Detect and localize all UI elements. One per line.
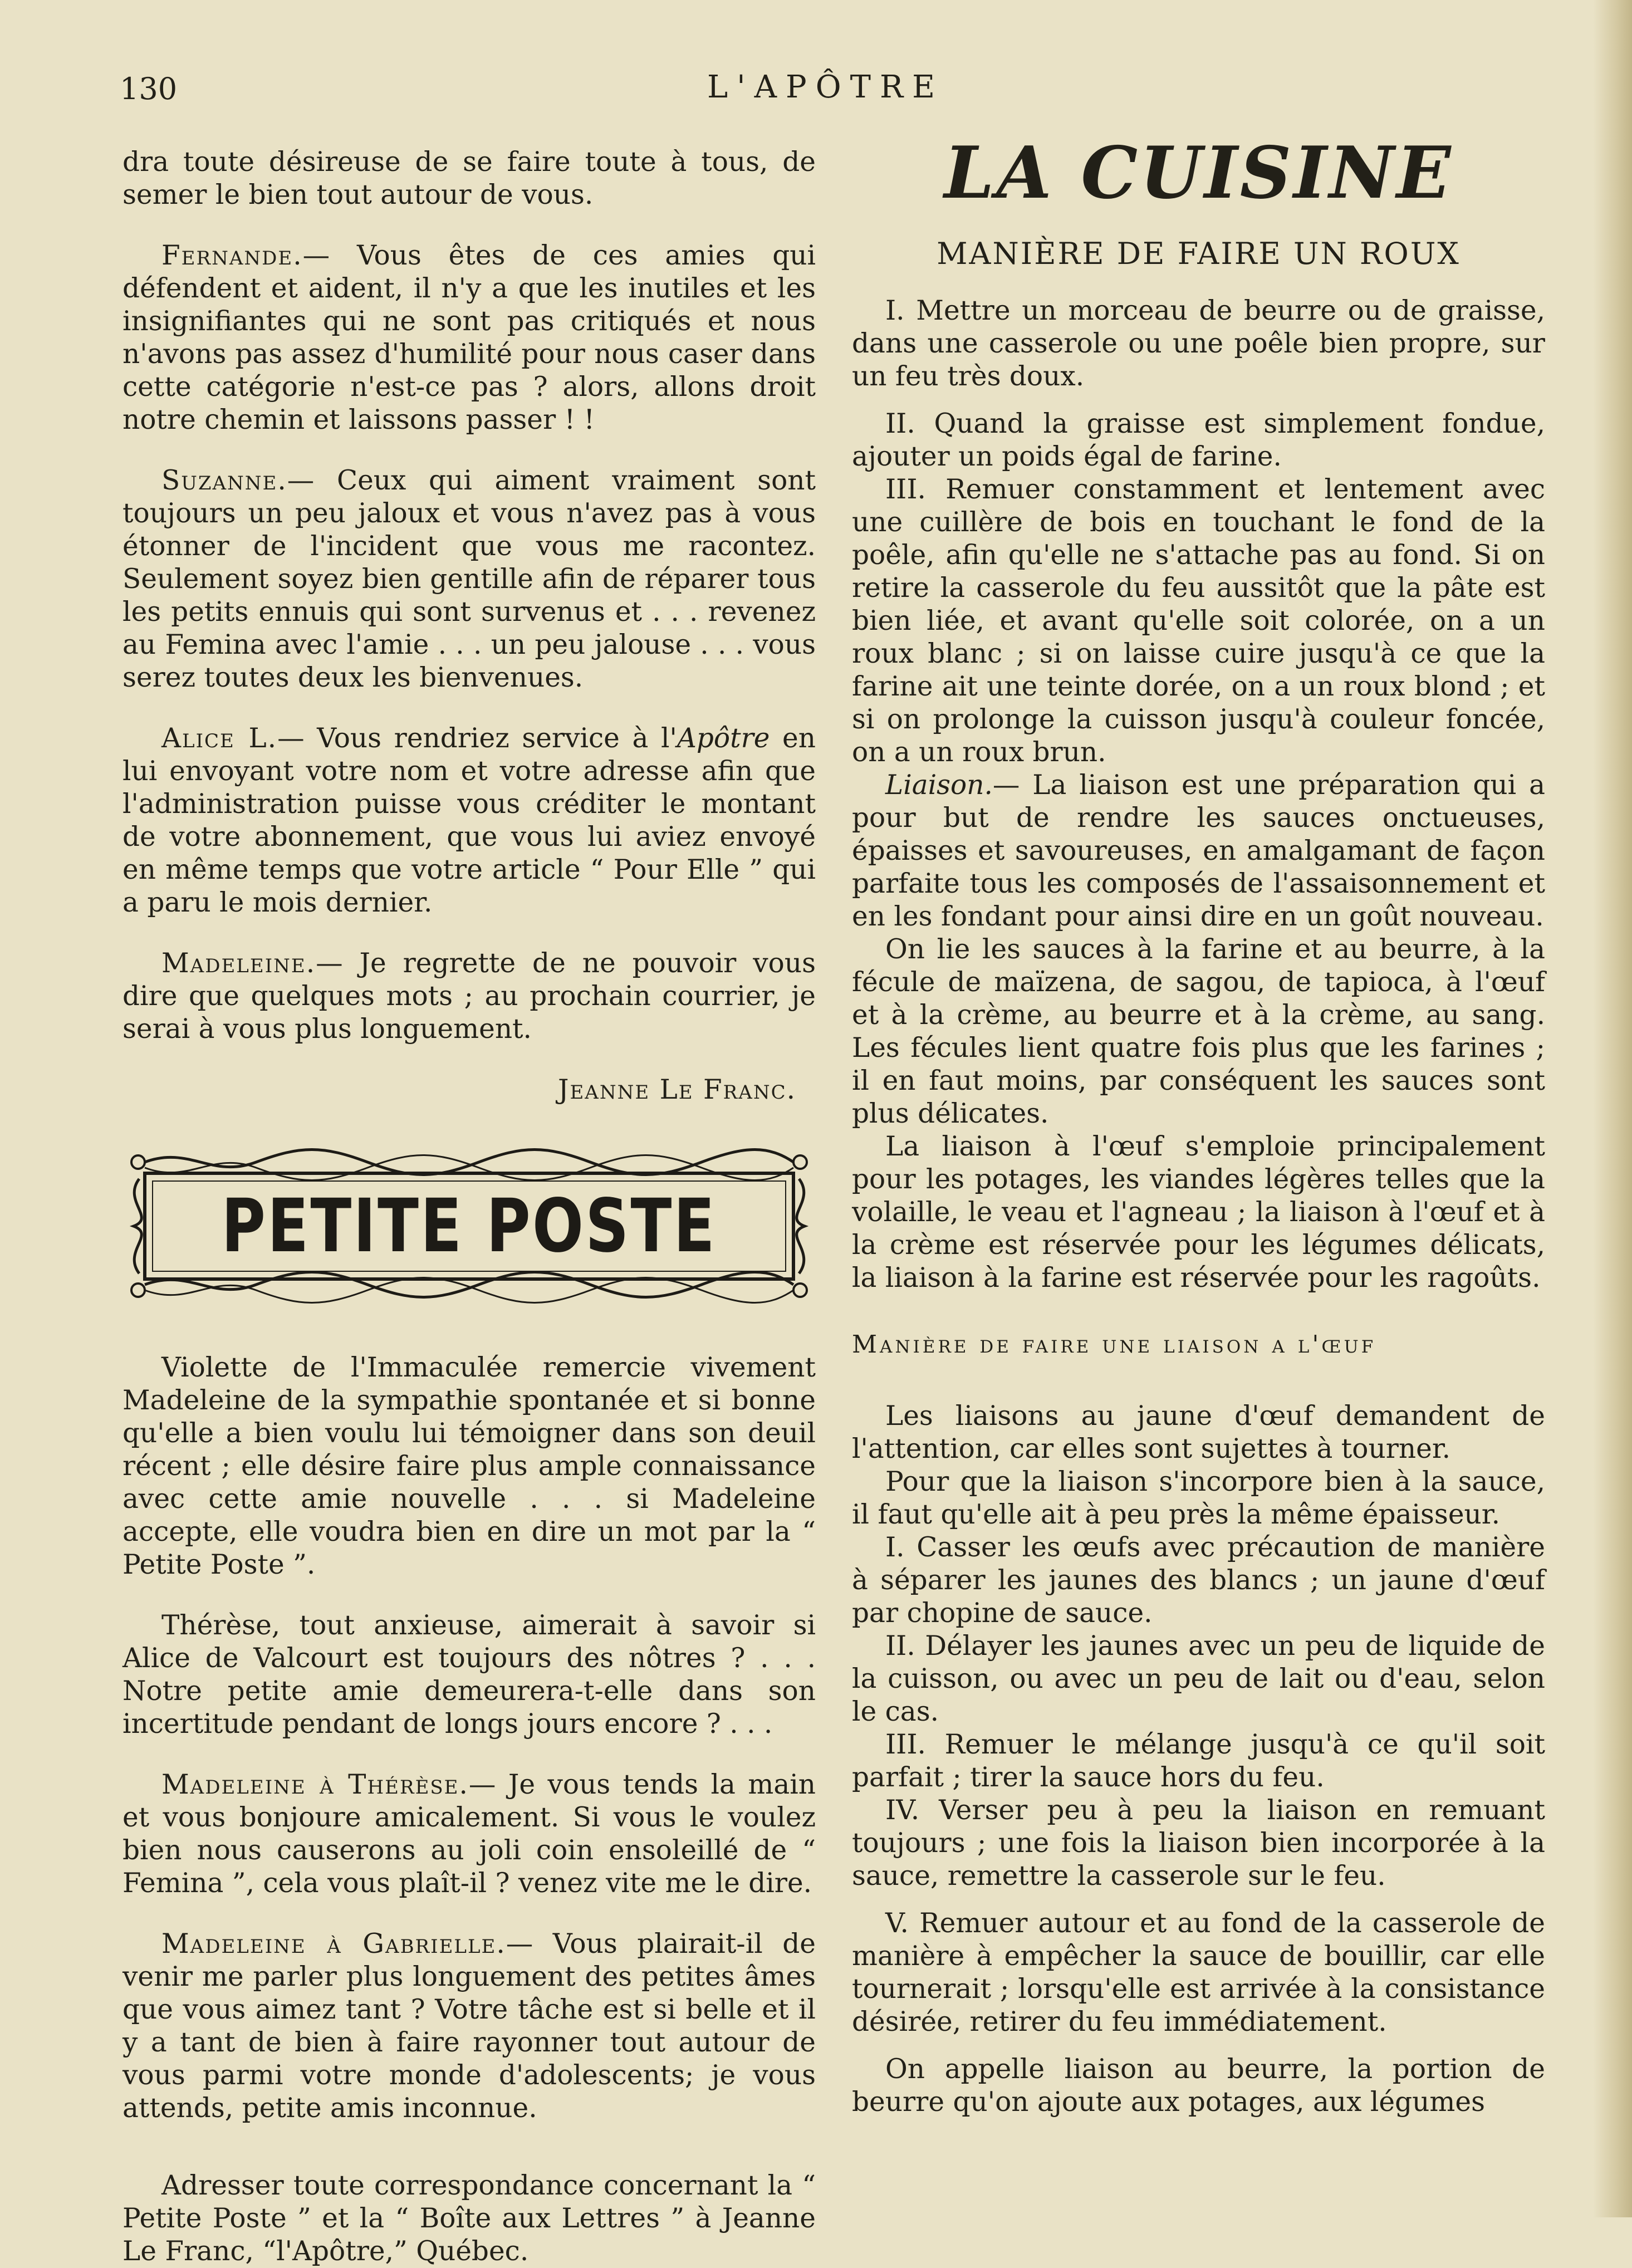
letter-text-before: — Vous rendriez service à l' — [277, 723, 677, 754]
section-title: LA CUISINE — [944, 131, 1453, 215]
signature: Jeanne Le Franc. — [558, 1074, 796, 1105]
apotre-emphasis: Apôtre — [677, 723, 770, 754]
roux-heading: MANIÈRE DE FAIRE UN ROUX — [937, 236, 1461, 271]
letter-name: Fernande. — [161, 240, 303, 271]
letter-name: Madeleine. — [161, 948, 316, 979]
body-paragraph: Les liaisons au jaune d'œuf demandent de l'attention, car elles sont sujettes à tourner. — [852, 1400, 1545, 1464]
reply-gabrielle — [122, 1928, 816, 2125]
reply-text: — Je vous tends la main et vous bonjoure amicalement. Si vous le voulez bien nous causerons au joli coin ensoleillé de “ Femina ”, cela vous plaît-il ? venez vite me le dire. — [122, 1769, 816, 1899]
liaison-text: — La liaison est une préparation qui a pour but de rendre les sauces onctueuses, épaisses et savoureuses, en amalgamant de façon parfaite tous les composés de l'assaisonnement et en les fondant pour ainsi dire en un goût nouveau. — [852, 770, 1545, 932]
letter-text: — Vous êtes de ces amies qui défendent et aident, il n'y a que les inutiles et les insignifiantes qui ne sont pas critiqués et nous n'avons pas assez d'humilité pour nous caser dans cette catégorie n'est-ce pas ? alors, allons droit notre chemin et laissons passer ! ! — [122, 240, 816, 435]
roux-step: III. Remuer constamment et lentement avec une cuillère de bois en touchant le fond de la poêle, afin qu'elle ne s'attache pas au fond. Si on retire la casserole du feu aussitôt que la pâte est bien liée, et avant qu'elle soit colorée, on a un roux blanc ; si on laisse cuire jusqu'à ce que la farine ait une teinte dorée, on a un roux blond ; et si on prolonge la cuisson jusqu'à couleur foncée, on a un roux brun. — [852, 474, 1545, 768]
left-column — [122, 146, 816, 2268]
letter-alice — [122, 722, 816, 919]
liaison-step: IV. Verser peu à peu la liaison en remuant toujours ; une fois la liaison bien incorporée à la sauce, remettre la casserole sur le feu. — [852, 1795, 1545, 1892]
page-gutter-shadow — [1593, 0, 1632, 2217]
intro-paragraph: dra toute désireuse de se faire toute à tous, de semer le bien tout autour de vous. — [122, 146, 816, 210]
reply-name: Madeleine à Gabrielle. — [161, 1928, 506, 1960]
letter-text: — Je regrette de ne pouvoir vous dire que quelques mots ; au prochain courrier, je serai à vous plus longuement. — [122, 948, 816, 1045]
closing-paragraph: On appelle liaison au beurre, la portion de beurre qu'on ajoute aux potages, aux légumes — [852, 2054, 1545, 2118]
liaison-paragraph — [852, 769, 1545, 933]
body-paragraph: Pour que la liaison s'incorpore bien à la sauce, il faut qu'elle ait à peu près la même épaisseur. — [852, 1466, 1545, 1530]
letter-madeleine — [122, 947, 816, 1046]
right-column — [852, 131, 1545, 2119]
letter-name: Suzanne. — [161, 465, 287, 496]
body-paragraph: On lie les sauces à la farine et au beurre, à la fécule de maïzena, de sagou, de tapioca, à l'œuf et à la crème, au beurre et à la crème, au sang. Les fécules lient quatre fois plus que les farines ; il en faut moins, par conséquent les sauces sont plus délicates. — [852, 934, 1545, 1129]
reply-text: — Vous plairait-il de venir me parler plus longuement des petites âmes que vous aimez tant ? Votre tâche est si belle et il y a tant de bien à faire rayonner tout autour de vous parmi votre monde d'adolescents; je vous attends, petite amis inconnue. — [122, 1928, 816, 2124]
letter-name: Alice L. — [161, 723, 278, 754]
letter-suzanne — [122, 464, 816, 694]
reply-name: Madeleine à Thérèse. — [161, 1769, 469, 1800]
footer-note: Adresser toute correspondance concernant la “ Petite Poste ” et la “ Boîte aux Lettres ” à Jeanne Le Franc, “l'Apôtre,” Québec. — [122, 2170, 816, 2267]
liaison-step: II. Délayer les jaunes avec un peu de liquide de la cuisson, ou avec un peu de lait ou d'eau, selon le cas. — [852, 1630, 1545, 1727]
roux-step: II. Quand la graisse est simplement fondue, ajouter un poids égal de farine. — [852, 408, 1545, 472]
page-number: 130 — [120, 71, 178, 106]
liaison-step: V. Remuer autour et au fond de la casserole de manière à empêcher la sauce de bouillir, car elle tournerait ; lorsqu'elle est arrivée à la consistance désirée, retirer du feu immédiatement. — [852, 1908, 1545, 2037]
running-title: L'APÔTRE — [707, 69, 944, 105]
body-paragraph: La liaison à l'œuf s'emploie principalement pour les potages, les viandes légères telles que la volaille, le veau et l'agneau ; la liaison à l'œuf et à la crème est réservée pour les légumes délicats, la liaison à la farine est réservée pour les ragoûts. — [852, 1131, 1545, 1294]
liaison-step: III. Remuer le mélange jusqu'à ce qu'il soit parfait ; tirer la sauce hors du feu. — [852, 1729, 1545, 1793]
petite-poste-message: Thérèse, tout anxieuse, aimerait à savoir si Alice de Valcourt est toujours des nôtres ? . . . Notre petite amie demeurera-t-elle dans son incertitude pendant de longs jours encore ? . . . — [122, 1610, 816, 1740]
letter-text-after: en lui envoyant votre nom et votre adresse afin que l'administration puisse vous créditer le montant de votre abonnement, que vous lui aviez envoyé en même temps que votre article “ Pour Elle ” qui a paru le mois dernier. — [122, 723, 816, 918]
banner-title: PETITE POSTE — [221, 1183, 717, 1269]
letter-text: — Ceux qui aiment vraiment sont toujours un peu jaloux et vous n'avez pas à vous étonner de l'incident que vous me racontez. Seulement soyez bien gentille afin de réparer tous les petits ennuis qui sont survenus et . . . revenez au Femina avec l'amie . . . un peu jalouse . . . vous serez toutes deux les bienvenues. — [122, 465, 816, 693]
petite-poste-banner — [122, 1145, 816, 1307]
liaison-oeuf-heading: Manière de faire une liaison a l'œuf — [852, 1330, 1376, 1359]
roux-step: I. Mettre un morceau de beurre ou de graisse, dans une casserole ou une poêle bien propre, sur un feu très doux. — [852, 295, 1545, 392]
letter-fernande — [122, 239, 816, 437]
liaison-step: I. Casser les œufs avec précaution de manière à séparer les jaunes des blancs ; un jaune d'œuf par chopine de sauce. — [852, 1532, 1545, 1629]
reply-therese — [122, 1769, 816, 1900]
liaison-label: Liaison. — [885, 770, 993, 801]
petite-poste-message: Violette de l'Immaculée remercie vivement Madeleine de la sympathie spontanée et si bonne qu'elle a bien voulu lui témoigner dans son deuil récent ; elle désire faire plus ample connaissance avec cette amie nouvelle . . . si Madeleine accepte, elle voudra bien en dire un mot par la “ Petite Poste ”. — [122, 1352, 816, 1580]
